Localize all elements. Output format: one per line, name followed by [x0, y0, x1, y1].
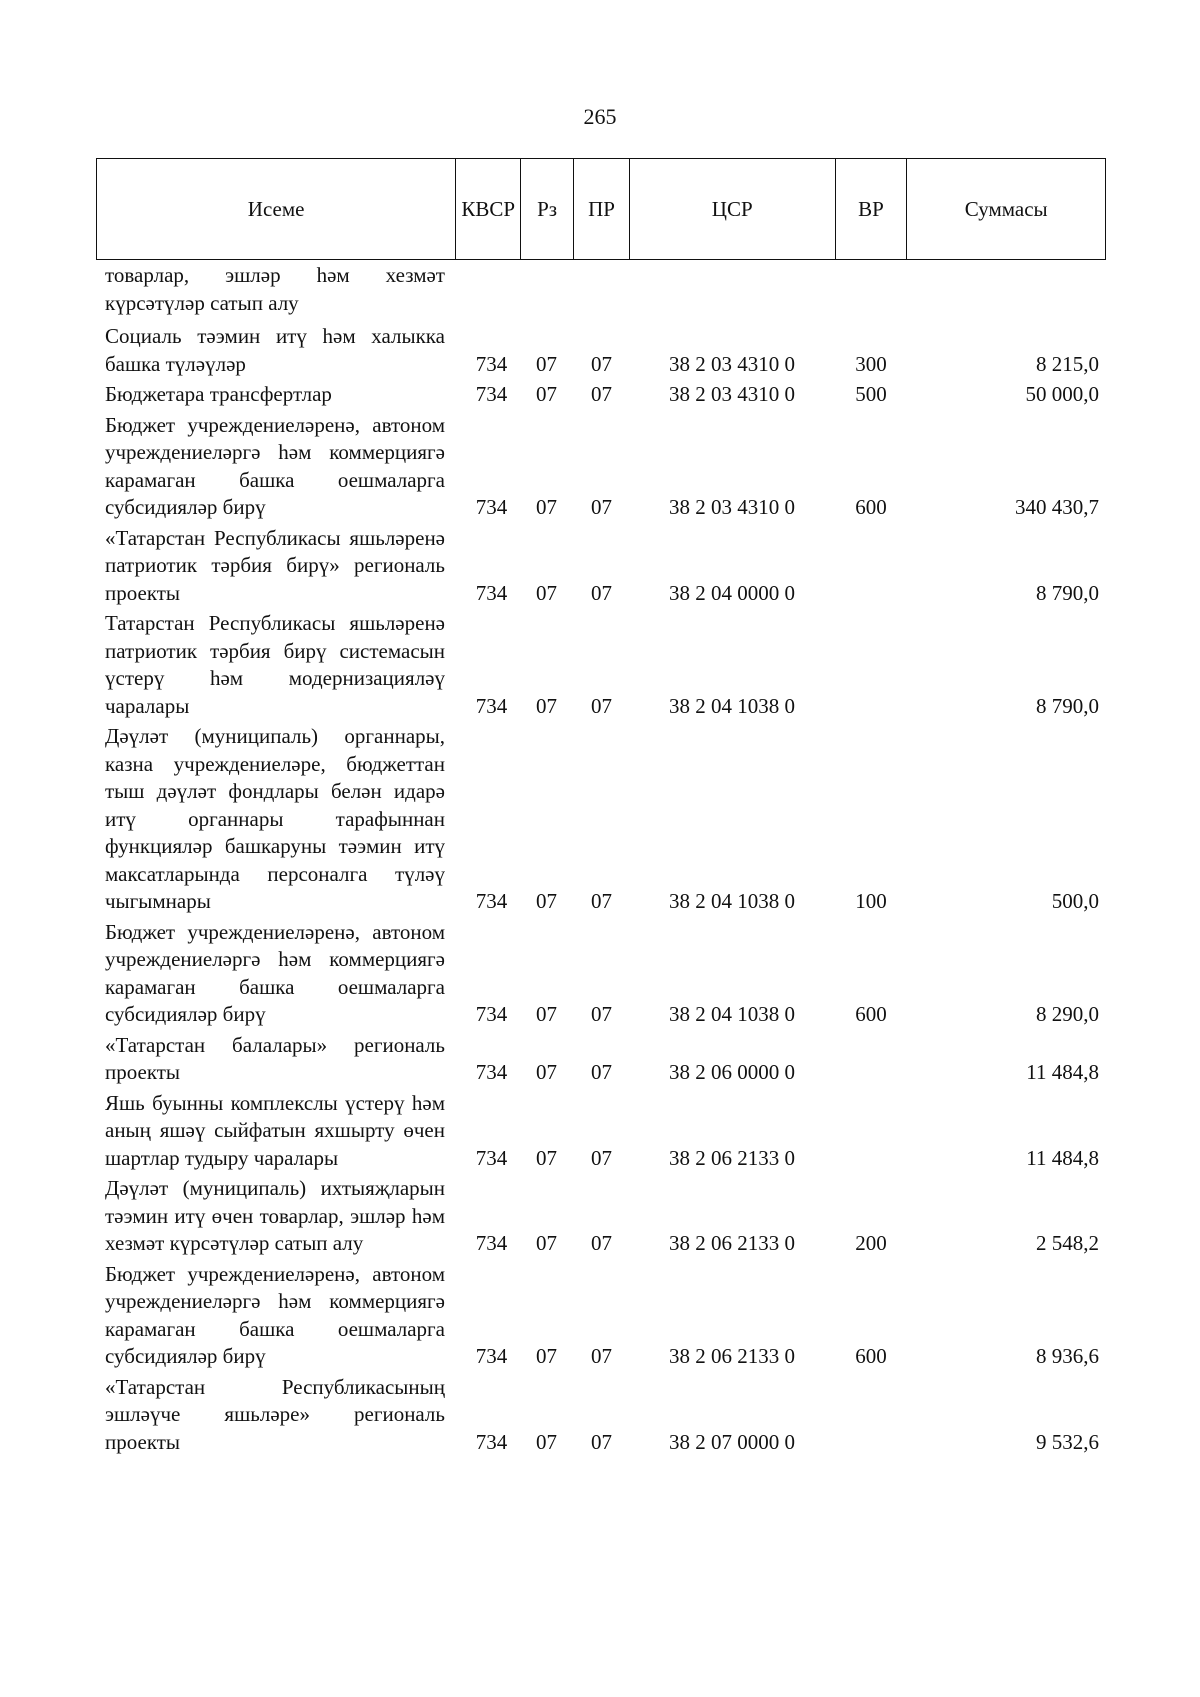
row-csr: 38 2 03 4310 0 — [669, 351, 795, 376]
table-header — [96, 158, 1106, 260]
row-sum: 8 790,0 — [1036, 693, 1099, 718]
row-pr: 07 — [591, 1060, 612, 1084]
row-kvsr: 734 — [475, 1231, 508, 1255]
table-row — [105, 323, 1105, 378]
row-rz: 07 — [536, 1002, 557, 1026]
row-kvsr: 734 — [475, 382, 508, 406]
table-row — [105, 723, 1105, 916]
row-name: Социаль тәэмин итү һәм халыкка башка түләүләр — [105, 324, 445, 376]
row-name: Дәүләт (муниципаль) ихтыяҗларын тәэмин итү өчен товарлар, эшләр һәм хезмәт күрсәтүләр сатып алу — [105, 1176, 445, 1255]
column-header-csr: ЦСР — [630, 159, 836, 259]
row-csr: 38 2 03 4310 0 — [669, 382, 795, 406]
row-pr: 07 — [591, 1344, 612, 1368]
row-vr: 300 — [855, 351, 887, 376]
table-row — [105, 1090, 1105, 1173]
table-row — [105, 1175, 1105, 1258]
row-sum: 340 430,7 — [1015, 495, 1099, 519]
table-row — [105, 1374, 1105, 1457]
row-pr: 07 — [591, 382, 612, 406]
row-name: «Татарстан балалары» региональ проекты — [105, 1032, 445, 1084]
row-csr: 38 2 06 2133 0 — [669, 1231, 795, 1255]
row-kvsr: 734 — [475, 1429, 508, 1454]
row-kvsr: 734 — [475, 351, 508, 376]
row-pr: 07 — [591, 693, 612, 718]
row-sum: 8 215,0 — [1036, 351, 1099, 376]
row-name: Дәүләт (муниципаль) органнары, казна учреждениеләре, бюджеттан тыш дәүләт фондлары белән идарә итү органнары тарафыннан функцияләр башкаруны тәэмин итү максатларында персоналга түләү чыгымнары — [105, 724, 445, 913]
table-row — [105, 1261, 1105, 1371]
row-rz: 07 — [536, 382, 557, 406]
row-kvsr: 734 — [475, 693, 508, 718]
row-sum: 500,0 — [1051, 889, 1099, 913]
column-header-sum: Суммасы — [964, 196, 1048, 221]
column-header-name: Исеме — [97, 159, 456, 259]
row-csr: 38 2 04 1038 0 — [669, 693, 795, 718]
row-vr: 200 — [855, 1231, 887, 1255]
page-number: 265 — [583, 104, 617, 129]
table-row — [105, 381, 1105, 409]
table-row — [105, 919, 1105, 1029]
row-name: Бюджет учреждениеләренә, автоном учреждениеләргә һәм коммерциягә карамаган башка оешмаларга субсидияләр бирү — [105, 1261, 445, 1368]
table-row — [105, 1032, 1105, 1087]
row-rz: 07 — [536, 1231, 557, 1255]
table-body — [105, 262, 1105, 1459]
row-name: товарлар, эшләр һәм хезмәт күрсәтүләр сатып алу — [105, 263, 445, 315]
row-csr: 38 2 04 1038 0 — [669, 1002, 795, 1026]
row-kvsr: 734 — [475, 1344, 508, 1368]
row-rz: 07 — [536, 495, 557, 519]
column-header-kvsr: КВСР — [456, 159, 521, 259]
row-vr: 600 — [855, 1002, 887, 1026]
row-pr: 07 — [591, 580, 612, 605]
row-rz: 07 — [536, 1344, 557, 1368]
row-kvsr: 734 — [475, 1145, 508, 1170]
row-vr: 600 — [855, 1344, 887, 1368]
row-csr: 38 2 04 0000 0 — [669, 580, 795, 605]
row-kvsr: 734 — [475, 1002, 508, 1026]
row-csr: 38 2 06 2133 0 — [669, 1344, 795, 1368]
row-csr: 38 2 06 0000 0 — [669, 1060, 795, 1084]
row-csr: 38 2 06 2133 0 — [669, 1145, 795, 1170]
row-sum: 8 290,0 — [1036, 1002, 1099, 1026]
table-row — [105, 262, 1105, 317]
row-kvsr: 734 — [475, 580, 508, 605]
row-rz: 07 — [536, 1060, 557, 1084]
row-sum: 9 532,6 — [1036, 1429, 1099, 1454]
row-kvsr: 734 — [475, 1060, 508, 1084]
table-row — [105, 525, 1105, 608]
row-pr: 07 — [591, 1002, 612, 1026]
row-sum: 8 936,6 — [1036, 1344, 1099, 1368]
row-rz: 07 — [536, 1429, 557, 1454]
row-name: Бюджет учреждениеләренә, автоном учреждениеләргә һәм коммерциягә карамаган башка оешмаларга субсидияләр бирү — [105, 919, 445, 1026]
row-sum: 2 548,2 — [1036, 1231, 1099, 1255]
row-pr: 07 — [591, 1429, 612, 1454]
row-csr: 38 2 04 1038 0 — [669, 889, 795, 913]
row-vr: 600 — [855, 495, 887, 519]
column-header-vr: ВР — [836, 159, 908, 259]
row-pr: 07 — [591, 495, 612, 519]
row-vr: 100 — [855, 889, 887, 913]
row-sum: 11 484,8 — [1026, 1060, 1099, 1084]
row-pr: 07 — [591, 889, 612, 913]
row-name: Бюджетара трансфертлар — [105, 382, 332, 406]
row-rz: 07 — [536, 351, 557, 376]
row-name: «Татарстан Республикасы яшьләренә патриотик тәрбия бирү» региональ проекты — [105, 525, 445, 605]
row-csr: 38 2 07 0000 0 — [669, 1429, 795, 1454]
table-row — [105, 412, 1105, 522]
row-kvsr: 734 — [475, 495, 508, 519]
row-sum: 50 000,0 — [1025, 382, 1099, 406]
row-name: «Татарстан Республикасының эшләүче яшьләре» региональ проекты — [105, 1374, 445, 1454]
table-row — [105, 610, 1105, 720]
row-pr: 07 — [591, 1231, 612, 1255]
row-rz: 07 — [536, 1145, 557, 1170]
row-csr: 38 2 03 4310 0 — [669, 495, 795, 519]
row-sum: 8 790,0 — [1036, 580, 1099, 605]
row-name: Бюджет учреждениеләренә, автоном учреждениеләргә һәм коммерциягә карамаган башка оешмаларга субсидияләр бирү — [105, 412, 445, 519]
row-pr: 07 — [591, 351, 612, 376]
row-rz: 07 — [536, 693, 557, 718]
row-kvsr: 734 — [475, 889, 508, 913]
row-name: Татарстан Республикасы яшьләренә патриотик тәрбия бирү системасын үстерү һәм модернизацияләү чаралары — [105, 611, 445, 718]
column-header-rz: Рз — [521, 159, 574, 259]
row-name: Яшь буынны комплекслы үстерү һәм аның яшәү сыйфатын яхшырту өчен шартлар тудыру чаралары — [105, 1090, 445, 1170]
row-rz: 07 — [536, 580, 557, 605]
row-pr: 07 — [591, 1145, 612, 1170]
column-header-pr: ПР — [574, 159, 630, 259]
row-vr: 500 — [855, 382, 887, 406]
row-rz: 07 — [536, 889, 557, 913]
row-sum: 11 484,8 — [1026, 1145, 1099, 1170]
